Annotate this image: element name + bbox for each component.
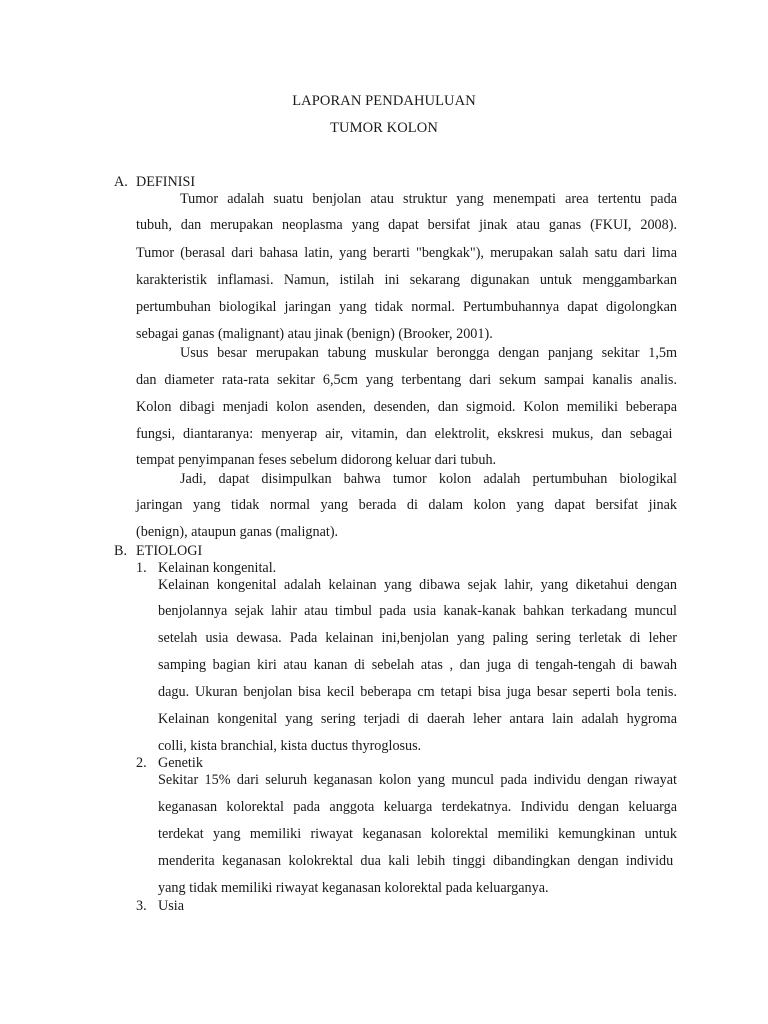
paragraph-line: jaringan yang tidak normal yang berada di dalam kolon yang dapat bersifat jinak (136, 497, 677, 513)
section-a-heading: DEFINISI (136, 174, 196, 190)
list-item-number: 3. (136, 898, 147, 914)
paragraph-line: dan diameter rata-rata sekitar 6,5cm yang terbentang dari sekum sampai kanalis analis. (136, 372, 677, 388)
paragraph-line: Kelainan kongenital adalah kelainan yang dibawa sejak lahir, yang diketahui dengan (158, 577, 677, 593)
document-title-line2: TUMOR KOLON (330, 120, 438, 136)
list-item-title: Genetik (158, 755, 203, 771)
paragraph-line: samping bagian kiri atau kanan di sebelah atas , dan juga di tengah-tengah di bawah (158, 657, 677, 673)
paragraph-line: menderita keganasan kolokrektal dua kali lebih tinggi dibandingkan dengan individu (158, 853, 674, 869)
paragraph-line: sebagai ganas (malignant) atau jinak (benign) (Brooker, 2001). (136, 326, 493, 342)
section-b-heading: ETIOLOGI (136, 543, 203, 559)
paragraph-line: keganasan kolorektal pada anggota keluarga terdekatnya. Individu dengan keluarga (158, 799, 677, 815)
paragraph-line: Usus besar merupakan tabung muskular berongga dengan panjang sekitar 1,5m (180, 345, 677, 361)
list-item-title: Kelainan kongenital. (158, 560, 277, 576)
section-a-marker: A. (114, 174, 128, 190)
document-title-line1: LAPORAN PENDAHULUAN (292, 93, 476, 109)
paragraph-line: pertumbuhan biologikal jaringan yang tidak normal. Pertumbuhannya dapat digolongkan (136, 299, 677, 315)
paragraph-line: (benign), ataupun ganas (malignat). (136, 524, 339, 540)
list-item-title: Usia (158, 898, 185, 914)
paragraph-line: tubuh, dan merupakan neoplasma yang dapat bersifat jinak atau ganas (FKUI, 2008). (136, 217, 677, 233)
paragraph-line: dagu. Ukuran benjolan bisa kecil beberapa cm tetapi bisa juga besar seperti bola tenis. (158, 684, 677, 700)
paragraph-line: Kolon dibagi menjadi kolon asenden, desenden, dan sigmoid. Kolon memiliki beberapa (136, 399, 677, 415)
paragraph-line: benjolannya sejak lahir atau timbul pada usia kanak-kanak bahkan terkadang muncul (158, 603, 677, 619)
paragraph-line: Tumor (berasal dari bahasa latin, yang berarti "bengkak"), merupakan salah satu dari lima (136, 245, 677, 261)
paragraph-line: colli, kista branchial, kista ductus thyroglosus. (158, 738, 422, 754)
paragraph-line: fungsi, diantaranya: menyerap air, vitamin, dan elektrolit, ekskresi mukus, dan sebagai (136, 426, 673, 442)
list-item-number: 2. (136, 755, 147, 771)
paragraph-line: setelah usia dewasa. Pada kelainan ini,benjolan yang paling sering terletak di leher (158, 630, 677, 646)
section-b-marker: B. (114, 543, 128, 559)
paragraph-line: Sekitar 15% dari seluruh keganasan kolon yang muncul pada individu dengan riwayat (158, 772, 677, 788)
paragraph-line: karakteristik inflamasi. Namun, istilah ini sekarang digunakan untuk menggambarkan (136, 272, 677, 288)
paragraph-line: yang tidak memiliki riwayat keganasan kolorektal pada keluarganya. (158, 880, 549, 896)
paragraph-line: tempat penyimpanan feses sebelum didorong keluar dari tubuh. (136, 452, 497, 468)
paragraph-line: Jadi, dapat disimpulkan bahwa tumor kolon adalah pertumbuhan biologikal (180, 471, 677, 487)
paragraph-line: Tumor adalah suatu benjolan atau struktur yang menempati area tertentu pada (180, 191, 677, 207)
list-item-number: 1. (136, 560, 147, 576)
paragraph-line: Kelainan kongenital yang sering terjadi di daerah leher antara lain adalah hygroma (158, 711, 677, 727)
paragraph-line: terdekat yang memiliki riwayat keganasan kolorektal memiliki kemungkinan untuk (158, 826, 677, 842)
